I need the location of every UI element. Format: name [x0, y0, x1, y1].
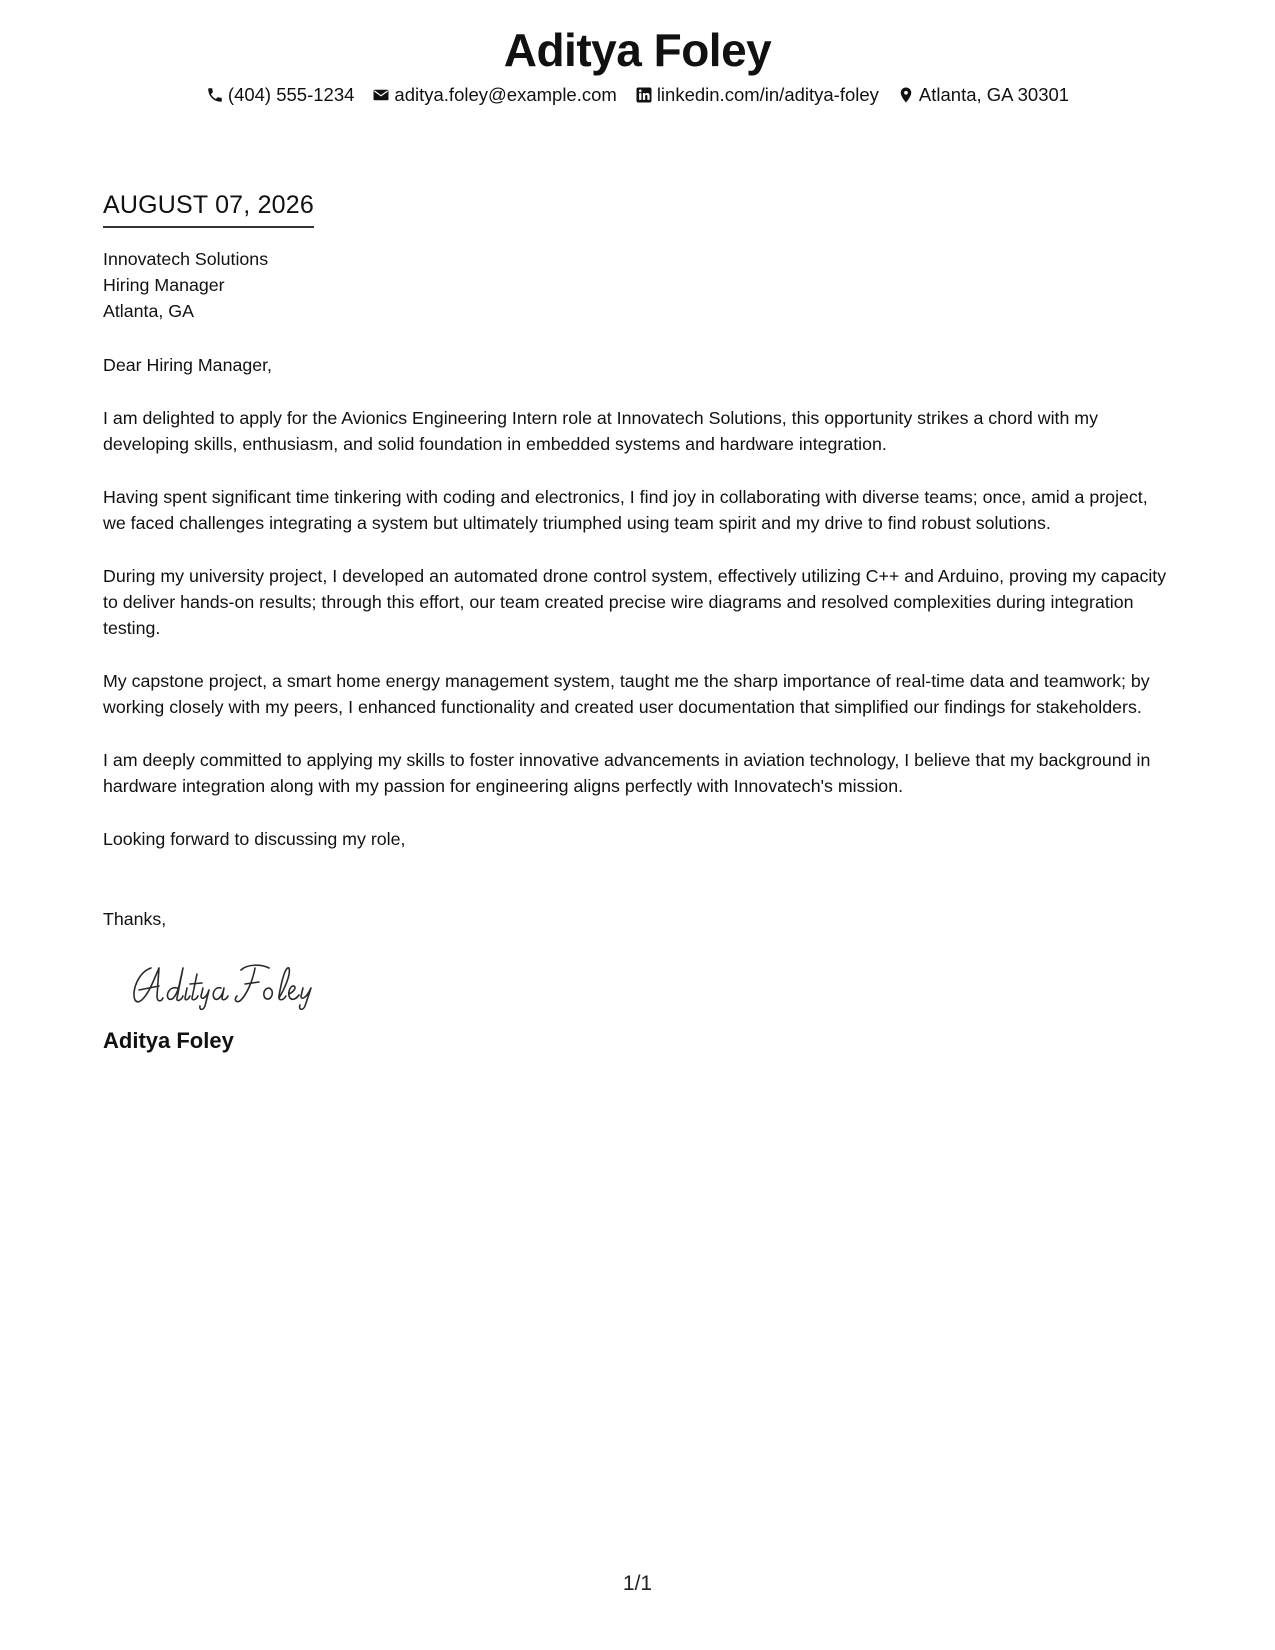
- email-address[interactable]: aditya.foley@example.com: [394, 84, 617, 105]
- phone-number: (404) 555-1234: [227, 84, 355, 105]
- body-paragraph: My capstone project, a smart home energy management system, taught me the sharp importance of real-time data and teamwork; by working closely with my peers, I enhanced functionality and created user documentation that simplified our findings for stakeholders.: [103, 671, 1150, 717]
- linkedin-icon: [635, 86, 653, 104]
- contact-linkedin[interactable]: [635, 82, 879, 108]
- letter-date: AUGUST 07, 2026: [103, 188, 314, 228]
- salutation: Dear Hiring Manager,: [103, 355, 272, 375]
- contact-location: [897, 82, 1069, 108]
- letter-body: [103, 188, 1173, 1056]
- contact-email[interactable]: [372, 82, 616, 108]
- signature-drawing: [129, 956, 339, 1012]
- recipient-company: Innovatech Solutions: [103, 249, 269, 269]
- body-paragraph: I am delighted to apply for the Avionics Engineering Intern role at Innovatech Solutions, this opportunity strikes a chord with my developing skills, enthusiasm, and solid foundation in embedded systems and hardware integration.: [103, 408, 1098, 454]
- location-text: Atlanta, GA 30301: [918, 84, 1070, 105]
- signer-name: Aditya Foley: [103, 1028, 234, 1053]
- page-number: 1/1: [622, 1572, 653, 1595]
- map-marker-icon: [897, 86, 915, 104]
- recipient-location: Atlanta, GA: [103, 301, 194, 321]
- body-paragraph: During my university project, I developed an automated drone control system, effectively utilizing C++ and Arduino, proving my capacity to deliver hands-on results; through this effort, our team created precise wire diagrams and resolved complexities during integration testing.: [103, 566, 1167, 638]
- closing-line: Looking forward to discussing my role,: [103, 829, 406, 849]
- recipient-title: Hiring Manager: [103, 275, 225, 295]
- contact-bar: [0, 82, 1275, 108]
- applicant-name: Aditya Foley: [503, 24, 772, 76]
- envelope-icon: [372, 86, 390, 104]
- letter-header: [0, 22, 1275, 108]
- body-paragraph: Having spent significant time tinkering with coding and electronics, I find joy in collaborating with diverse teams; once, amid a project, we faced challenges integrating a system but ultimately triumphed using team spirit and my drive to find robust solutions.: [103, 487, 1148, 533]
- body-paragraph: I am deeply committed to applying my skills to foster innovative advancements in aviation technology, I believe that my background in hardware integration along with my passion for engineering aligns perfectly with Innovatech's mission.: [103, 750, 1151, 796]
- contact-phone: [206, 82, 355, 108]
- handwritten-signature: [129, 956, 339, 1012]
- recipient-block: [103, 246, 1173, 324]
- phone-icon: [206, 86, 224, 104]
- signoff: Thanks,: [103, 909, 167, 929]
- linkedin-url[interactable]: linkedin.com/in/aditya-foley: [656, 84, 879, 105]
